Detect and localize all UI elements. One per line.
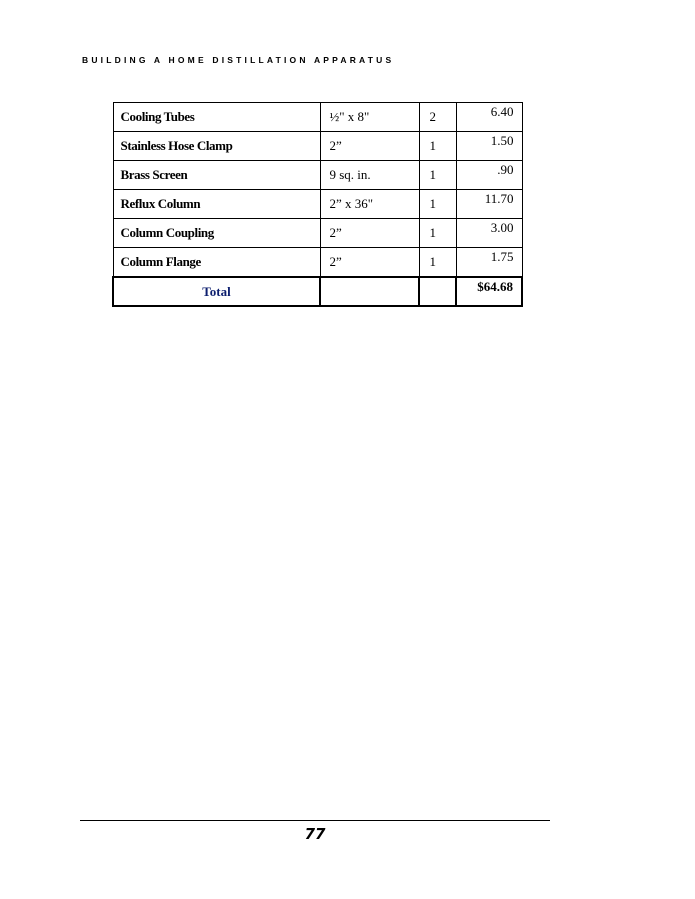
item-cell: Column Flange (113, 248, 320, 278)
quantity-cell: 1 (419, 248, 456, 278)
size-cell: 2” (320, 248, 419, 278)
table-row (113, 161, 522, 190)
footer-divider (80, 820, 550, 821)
total-label: Total (113, 277, 320, 306)
cost-cell: 1.50 (456, 132, 522, 161)
cost-cell: 3.00 (456, 219, 522, 248)
quantity-cell: 1 (419, 219, 456, 248)
quantity-cell: 1 (419, 132, 456, 161)
quantity-cell: 2 (419, 103, 456, 132)
item-cell: Cooling Tubes (113, 103, 320, 132)
size-cell: 2” x 36" (320, 190, 419, 219)
running-head: BUILDING A HOME DISTILLATION APPARATUS (82, 55, 395, 65)
table-row (113, 103, 522, 132)
quantity-cell: 1 (419, 190, 456, 219)
cost-cell: .90 (456, 161, 522, 190)
table-row (113, 132, 522, 161)
total-cost: $64.68 (456, 277, 522, 306)
page-number: 77 (304, 825, 326, 843)
total-row (113, 277, 522, 306)
table-row (113, 219, 522, 248)
cost-cell: 11.70 (456, 190, 522, 219)
item-cell: Column Coupling (113, 219, 320, 248)
cost-cell: 6.40 (456, 103, 522, 132)
total-quantity-cell (419, 277, 456, 306)
item-cell: Stainless Hose Clamp (113, 132, 320, 161)
quantity-cell: 1 (419, 161, 456, 190)
size-cell: 9 sq. in. (320, 161, 419, 190)
item-cell: Brass Screen (113, 161, 320, 190)
table-row (113, 190, 522, 219)
item-cell: Reflux Column (113, 190, 320, 219)
size-cell: 2” (320, 219, 419, 248)
size-cell: 2” (320, 132, 419, 161)
cost-cell: 1.75 (456, 248, 522, 278)
table-row (113, 248, 522, 278)
parts-cost-table (112, 102, 523, 307)
total-size-cell (320, 277, 419, 306)
size-cell: ½" x 8" (320, 103, 419, 132)
